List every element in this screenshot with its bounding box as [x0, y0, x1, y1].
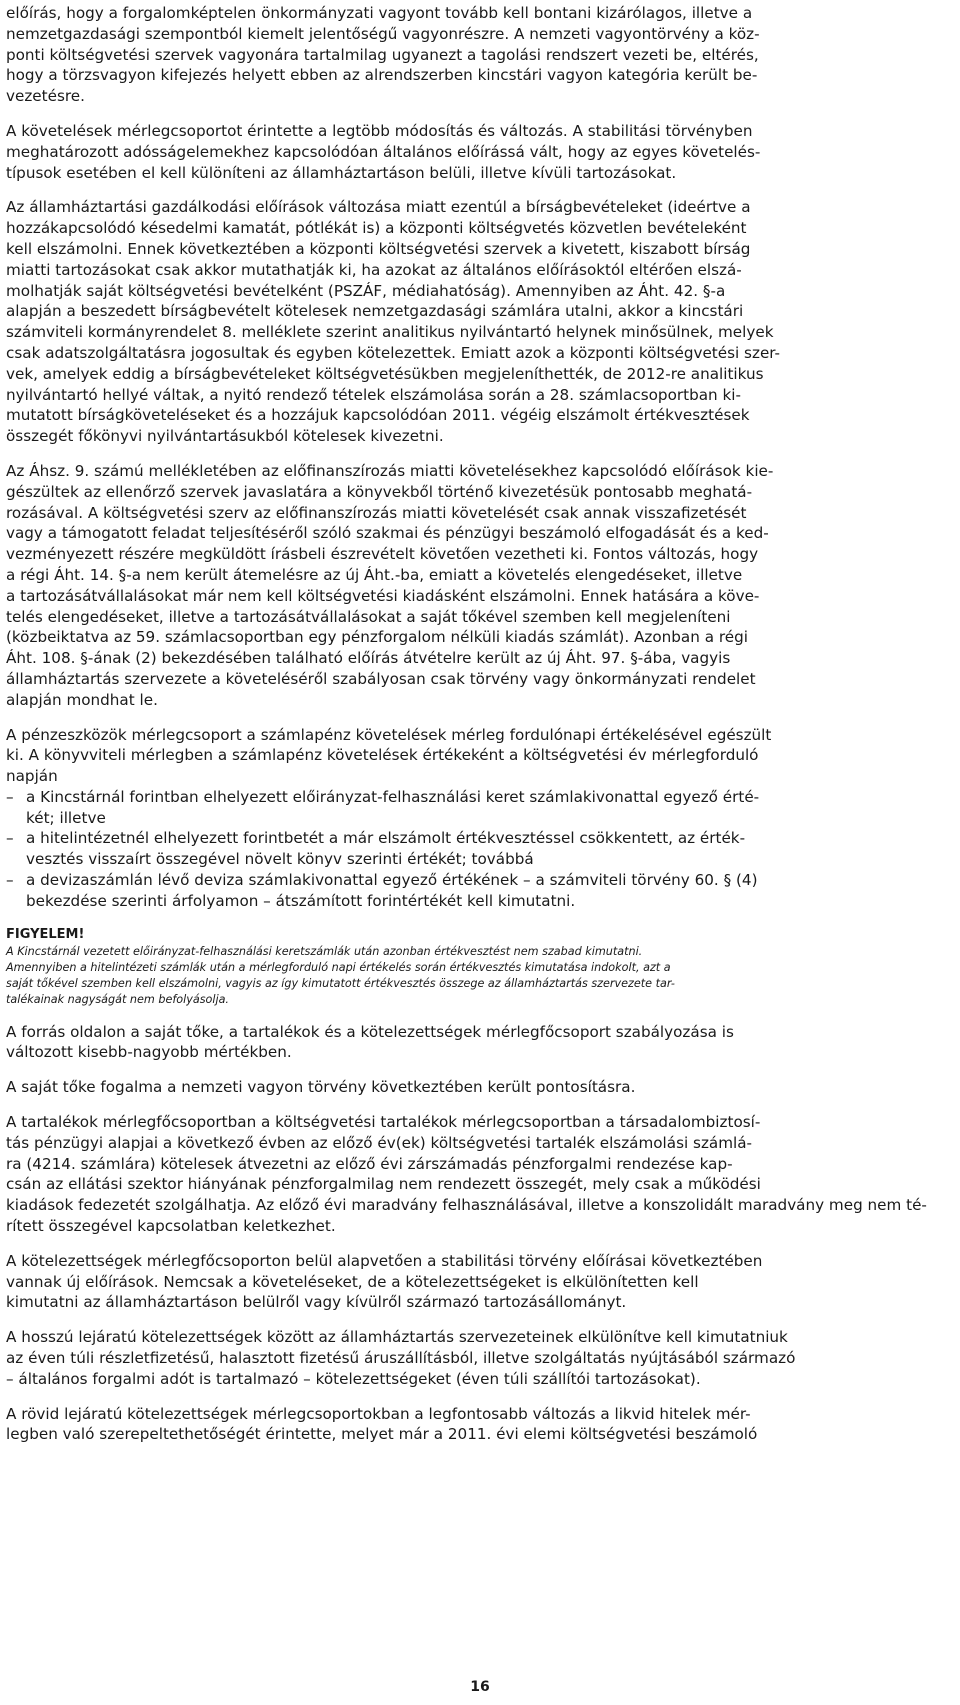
list-dash: –: [6, 829, 14, 848]
paragraph-tartalekok: A tartalékok mérlegfőcsoportban a költségvetési tartalékok mérlegcsoportban a társadalombiztosí- tás pénzügyi alapjai a következő évben az előző év(ek) költségvetési tartalék elszámolási számlá- ra (4214. számlára) kötelesek átvezetni az előző évi zárszámadás pénzforgalmi rendezése kap- csán az ellátási szektor hiányának pénzforgalmilag nem rendezett összegét, mely csak a működési kiadások fedezetét szolgálhatja. Az előző évi maradvány felhasználásával, illetve a konszolidált maradvány meg nem té- rített összegével kapcsolatban keletkezhet.: [6, 1113, 927, 1236]
paragraph-elofinanszirozas: Az Áhsz. 9. számú mellékletében az előfinanszírozás miatti követelésekhez kapcsolódó előírások kie- gészültek az ellenőrző szervek javaslatára a könyvekből történő kivezetésük pontosabb meghatá- rozásával. A költségvetési szerv az előfinanszírozás miatti követelését csak annak visszafizetését vagy a támogatott feladat teljesítéséről szóló szakmai és pénzügyi beszámoló elfogadását és a ked- vezményezett részére megküldött írásbeli észrevételt követően vezetheti ki. Fontos változás, hogy a régi Áht. 14. §-a nem került átemelésre az új Áht.-ba, emiatt a követelés elengedéseket, illetve a tartozásátvállalásokat már nem kell költségvetési kiadásként elszámolni. Ennek hatására a köve- telés elengedéseket, illetve a tartozásátvállalásokat a saját tőkével szemben kell megjeleníteni (közbeiktatva az 59. számlacsoportban egy pénzforgalom nélküli kiadás számlát). Azonban a régi Áht. 108. §-ának (2) bekezdésében található előírás átvételre került az új Áht. 97. §-ába, vagyis államháztartás szervezete a követeléséről szabályosan csak törvény vagy önkormányzati rendelet alapján mondhat le.: [6, 461, 774, 709]
list-dash: –: [6, 871, 14, 890]
list-item: – a devizaszámlán lévő deviza számlakivonattal egyező értékének – a számviteli törvény 60. § (4) bekezdése szerinti árfolyamon – átszámított forintértékét kell kimutatni.: [6, 871, 758, 910]
valuation-list: [6, 787, 949, 912]
paragraph-forras: A forrás oldalon a saját tőke, a tartalékok és a kötelezettségek mérlegfőcsoport szabályozása is változott kisebb-nagyobb mértékben.: [6, 1022, 734, 1062]
warning-title: FIGYELEM!: [6, 926, 85, 942]
paragraph-penzeszkozok: A pénzeszközök mérlegcsoport a számlapénz követelések mérleg fordulónapi értékelésével egészült ki. A könyvviteli mérlegben a számlapénz követelések értékeként a költségvetési év mérlegforduló napján: [6, 725, 772, 786]
paragraph-vagyon: előírás, hogy a forgalomképtelen önkormányzati vagyont tovább kell bontani kizárólagos, illetve a nemzetgazdasági szempontból kiemelt jelentőségű vagyonrészre. A nemzeti vagyontörvény a köz- ponti költségvetési szervek vagyonára tartalmilag ugyanezt a tagolási rendszert vezeti be, eltérés, hogy a törzsvagyon kifejezés helyett ebben az alrendszerben kincstári vagyon kategória került be- vezetésre.: [6, 4, 760, 106]
paragraph-kotelezettsegek: A kötelezettségek mérlegfőcsoporton belül alapvetően a stabilitási törvény előírásai következtében vannak új előírások. Nemcsak a követeléseket, de a kötelezettségeket is elkülönítetten kell kimutatni az államháztartáson belülről vagy kívülről származó tartozásállományt.: [6, 1251, 763, 1312]
document-page: [6, 0, 949, 1445]
paragraph-birsag: Az államháztartási gazdálkodási előírások változása miatt ezentúl a bírságbevételeket (ideértve a hozzákapcsolódó késedelmi kamatát, pótlékát is) a központi költségvetés közvetlen bevételeként kell elszámolni. Ennek következtében a központi költségvetési szervek a kivetett, kiszabott bírság miatti tartozásokat csak akkor mutathatják ki, ha azokat az általános előírásoktól eltérően elszá- molhatják saját költségvetési bevételként (PSZÁF, médiahatóság). Amennyiben az Áht. 42. §-a alapján a beszedett bírságbevételt kötelesek nemzetgazdasági számlára utalni, akkor a kincstári számviteli kormányrendelet 8. melléklete szerint analitikus nyilvántartó helynek minősülnek, melyek csak adatszolgáltatásra jogosultak és egyben kötelezettek. Emiatt azok a központi költségvetési szer- vek, amelyek eddig a bírságbevételeket költségvetésükben megjeleníthették, de 2012-re analitikus nyilvántartó hellyé váltak, a nyitó rendező tételek elszámolása során a 28. számlacsoportban ki- mutatott bírságköveteléseket és a hozzájuk kapcsolódóan 2011. végéig elszámolt értékvesztések összegét főkönyvi nyilvántartásukból kötelesek kivezetni.: [6, 198, 781, 446]
list-item: – a Kincstárnál forintban elhelyezett előirányzat-felhasználási keret számlakivonattal egyező érté- két; illetve: [6, 787, 760, 827]
warning-body: A Kincstárnál vezetett előirányzat-felhasználási keretszámlák után azonban értékvesztést nem szabad kimutatni. Amennyiben a hitelintézeti számlák után a mérlegforduló napi értékelés során értékvesztés kimutatása indokolt, azt a saját tőkével szemben kell elszámolni, vagyis az így kimutatott értékvesztés összege az államháztartás szervezete tar- talékainak nagyságát nem befolyásolja.: [6, 944, 675, 1006]
paragraph-kovetelesek: A követelések mérlegcsoportot érintette a legtöbb módosítás és változás. A stabilitási törvényben meghatározott adósságelemekhez kapcsolódóan általános előírássá vált, hogy az egyes követelés- típusok esetében el kell különíteni az államháztartáson belüli, illetve kívüli tartozásokat.: [6, 121, 761, 182]
page-number: 16: [470, 1679, 490, 1695]
paragraph-hosszu-lejaratu: A hosszú lejáratú kötelezettségek között az államháztartás szervezeteinek elkülönítve kell kimutatniuk az éven túli részletfizetésű, halasztott fizetésű áruszállításból, illetve szolgáltatás nyújtásából származó – általános forgalmi adót is tartalmazó – kötelezettségeket (éven túli szállítói tartozásokat).: [6, 1328, 796, 1388]
warning-box: [6, 926, 949, 1008]
paragraph-rovid-lejaratu: A rövid lejáratú kötelezettségek mérlegcsoportokban a legfontosabb változás a likvid hitelek mér- legben való szerepeltethetőségét érintette, melyet már a 2011. évi elemi költségvetési beszámoló: [6, 1404, 758, 1444]
paragraph-sajat-toke: A saját tőke fogalma a nemzeti vagyon törvény következtében került pontosításra.: [6, 1078, 636, 1097]
list-dash: –: [6, 787, 14, 806]
list-item: – a hitelintézetnél elhelyezett forintbetét a már elszámolt értékvesztéssel csökkentett, az érték- vesztés visszaírt összegével növelt könyv szerinti értékét; továbbá: [6, 829, 746, 869]
